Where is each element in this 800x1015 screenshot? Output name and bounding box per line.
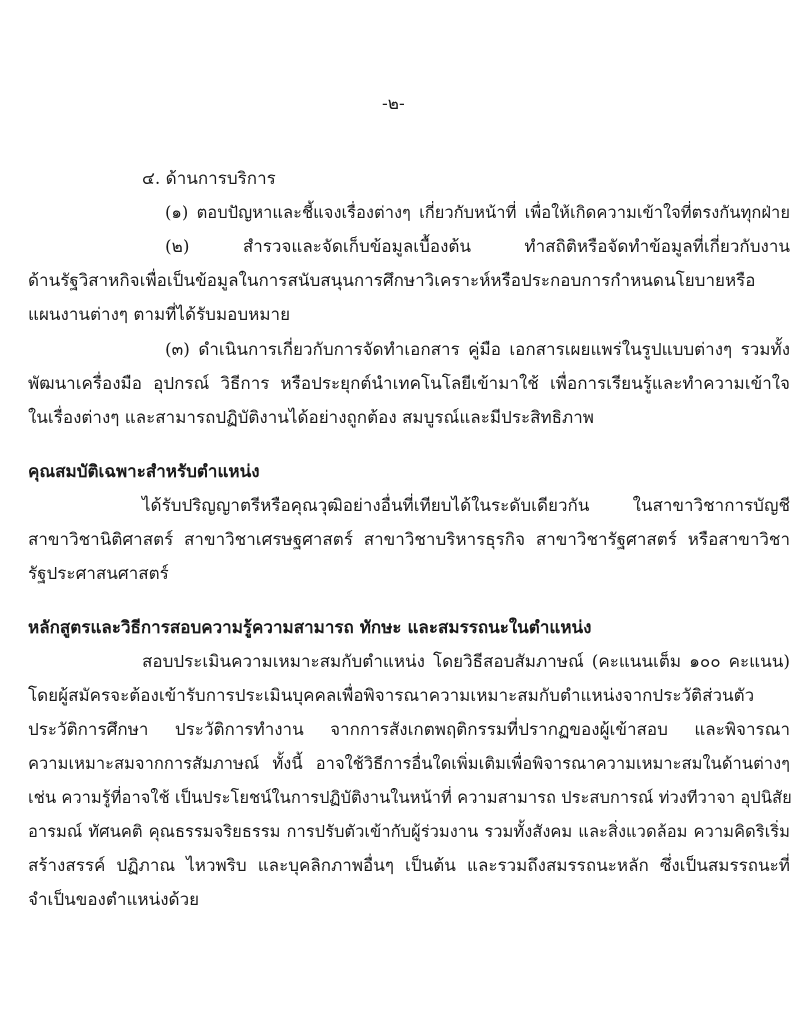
qualifications-heading: คุณสมบัติเฉพาะสำหรับตำแหน่ง [28, 462, 260, 482]
section-4-title: ๔. ด้านการบริการ [142, 169, 276, 189]
section-4-item-3-line: (๓) ดำเนินการเกี่ยวกับการจัดทำเอกสาร คู่มือ เอกสารเผยแพร่ในรูปแบบต่างๆ รวมทั้ง [165, 340, 790, 360]
section-4-item-2-line: ด้านรัฐวิสาหกิจเพื่อเป็นข้อมูลในการสนับสนุนการศึกษาวิเคราะห์หรือประกอบการกำหนดนโยบายหรือ [28, 271, 756, 291]
qualifications-line: รัฐประศาสนศาสตร์ [28, 564, 169, 584]
exam-line: จำเป็นของตำแหน่งด้วย [28, 890, 200, 910]
qualifications-line: ได้รับปริญญาตรีหรือคุณวุฒิอย่างอื่นที่เทียบได้ในระดับเดียวกัน ในสาขาวิชาการบัญชี [142, 496, 790, 516]
exam-line: อารมณ์ ทัศนคติ คุณธรรมจริยธรรม การปรับตัวเข้ากับผู้ร่วมงาน รวมทั้งสังคม และสิ่งแวดล้อม ความคิดริเริ่ม [28, 822, 790, 841]
exam-line: สร้างสรรค์ ปฏิภาณ ไหวพริบ และบุคลิกภาพอื่นๆ เป็นต้น และรวมถึงสมรรถนะหลัก ซึ่งเป็นสมรรถนะที่ [28, 856, 790, 876]
section-4-item-3-line: ในเรื่องต่างๆ และสามารถปฏิบัติงานได้อย่างถูกต้อง สมบูรณ์และมีประสิทธิภาพ [28, 408, 595, 428]
section-4-item-1: (๑) ตอบปัญหาและชี้แจงเรื่องต่างๆ เกี่ยวกับหน้าที่ เพื่อให้เกิดความเข้าใจที่ตรงกันทุกฝ่าย [165, 203, 790, 222]
exam-line: เช่น ความรู้ที่อาจใช้ เป็นประโยชน์ในการปฏิบัติงานในหน้าที่ ความสามารถ ประสบการณ์ ท่วงทีวาจา อุปนิสัย [28, 788, 792, 807]
exam-line: สอบประเมินความเหมาะสมกับตำแหน่ง โดยวิธีสอบสัมภาษณ์ (คะแนนเต็ม ๑๐๐ คะแนน) [142, 652, 790, 672]
exam-line: ความเหมาะสมจากการสัมภาษณ์ ทั้งนี้ อาจใช้วิธีการอื่นใดเพิ่มเติมเพื่อพิจารณาความเหมาะสมในด้านต่างๆ [28, 754, 790, 773]
exam-heading: หลักสูตรและวิธีการสอบความรู้ความสามารถ ทักษะ และสมรรถนะในตำแหน่ง [28, 618, 592, 638]
section-4-item-2-line: แผนงานต่างๆ ตามที่ได้รับมอบหมาย [28, 305, 291, 325]
qualifications-line: สาขาวิชานิติศาสตร์ สาขาวิชาเศรษฐศาสตร์ สาขาวิชาบริหารธุรกิจ สาขาวิชารัฐศาสตร์ หรือสาขาวิชา [28, 530, 790, 550]
exam-line: ประวัติการศึกษา ประวัติการทำงาน จากการสังเกตพฤติกรรมที่ปรากฏของผู้เข้าสอบ และพิจารณา [28, 720, 790, 740]
page-number: -๒- [382, 94, 405, 114]
section-4-item-3-line: พัฒนาเครื่องมือ อุปกรณ์ วิธีการ หรือประยุกต์นำเทคโนโลยีเข้ามาใช้ เพื่อการเรียนรู้และทำความเข้าใจ [28, 374, 790, 394]
exam-line: โดยผู้สมัครจะต้องเข้ารับการประเมินบุคคลเพื่อพิจารณาความเหมาะสมกับตำแหน่งจากประวัติส่วนตัว [28, 686, 755, 706]
section-4-item-2-line: (๒) สำรวจและจัดเก็บข้อมูลเบื้องต้น ทำสถิติหรือจัดทำข้อมูลที่เกี่ยวกับงาน [165, 237, 790, 257]
